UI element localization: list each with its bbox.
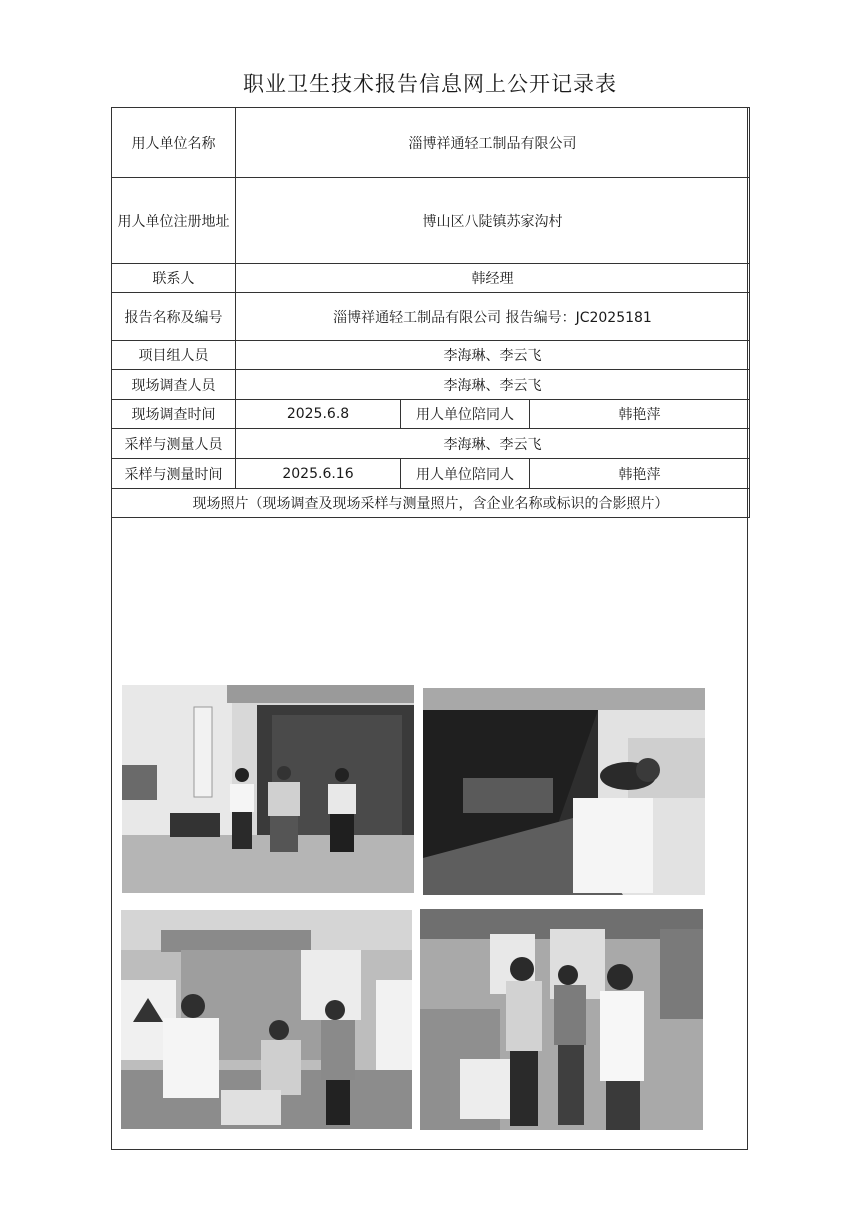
row-sampling-time	[112, 459, 750, 489]
value-survey-time: 2025.6.8	[236, 400, 401, 429]
value-sampling-staff: 李海琳、李云飞	[236, 429, 750, 459]
row-sampling-staff	[112, 429, 750, 459]
photo-worker-sampling	[420, 909, 703, 1130]
value-employer-name: 淄博祥通轻工制品有限公司	[236, 108, 750, 178]
value-sampling-time: 2025.6.16	[236, 459, 401, 489]
row-employer-address	[112, 178, 750, 264]
row-photos-caption	[112, 489, 750, 518]
value-report: 淄博祥通轻工制品有限公司 报告编号：JC2025181	[236, 293, 750, 341]
label-survey-time: 现场调查时间	[112, 400, 236, 429]
row-project-team	[112, 341, 750, 370]
photo-group-at-entrance	[122, 685, 414, 893]
label-survey-staff: 现场调查人员	[112, 370, 236, 400]
value-employer-address: 博山区八陡镇苏家沟村	[236, 178, 750, 264]
row-contact	[112, 264, 750, 293]
label-sampling-time: 采样与测量时间	[112, 459, 236, 489]
label-sampling-companion: 用人单位陪同人	[401, 459, 530, 489]
label-survey-companion: 用人单位陪同人	[401, 400, 530, 429]
label-employer-name: 用人单位名称	[112, 108, 236, 178]
record-table	[111, 107, 750, 518]
value-survey-staff: 李海琳、李云飞	[236, 370, 750, 400]
value-project-team: 李海琳、李云飞	[236, 341, 750, 370]
value-survey-companion: 韩艳萍	[530, 400, 750, 429]
photo-warehouse-survey	[423, 688, 705, 895]
row-employer-name	[112, 108, 750, 178]
label-sampling-staff: 采样与测量人员	[112, 429, 236, 459]
photos-caption: 现场照片（现场调查及现场采样与测量照片，含企业名称或标识的合影照片）	[112, 489, 750, 518]
label-employer-address: 用人单位注册地址	[112, 178, 236, 264]
page-title: 职业卫生技术报告信息网上公开记录表	[243, 72, 617, 96]
photo-production-line-sampling	[121, 910, 412, 1129]
value-contact: 韩经理	[236, 264, 750, 293]
row-report	[112, 293, 750, 341]
row-survey-staff	[112, 370, 750, 400]
label-contact: 联系人	[112, 264, 236, 293]
label-project-team: 项目组人员	[112, 341, 236, 370]
value-sampling-companion: 韩艳萍	[530, 459, 750, 489]
label-report: 报告名称及编号	[112, 293, 236, 341]
row-survey-time	[112, 400, 750, 429]
